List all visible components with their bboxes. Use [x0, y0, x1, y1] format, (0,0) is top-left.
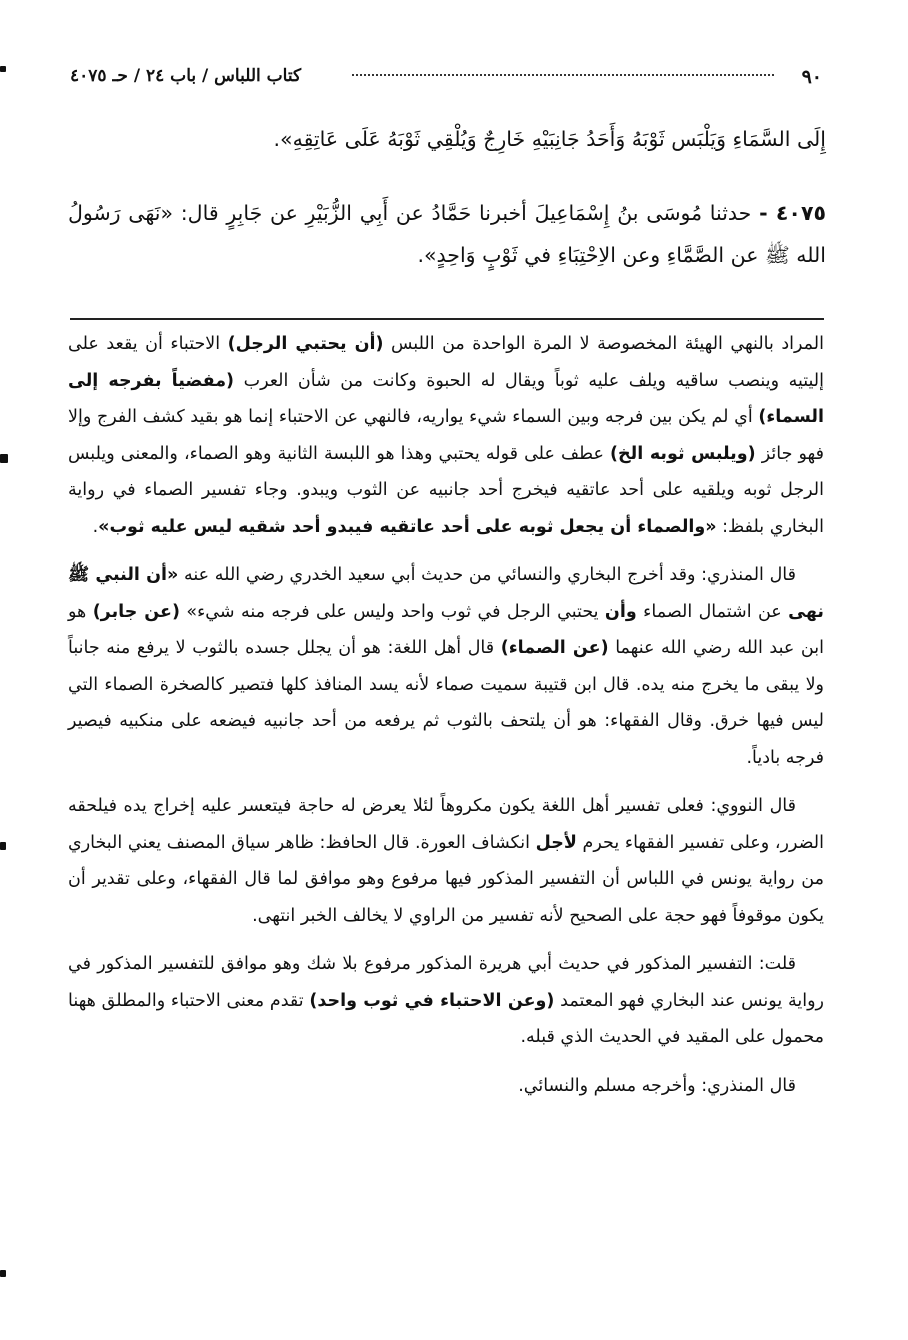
commentary-paragraph [68, 557, 824, 776]
quoted-phrase: لأجل [535, 832, 577, 853]
hadith-continuation: إِلَى السَّمَاءِ وَيَلْبَس ثَوْبَهُ وَأَحَدُ جَانِبَيْهِ خَارِجٌ وَيُلْقِي ثَوْبَهُ عَلَى عَاتِقِهِ». [273, 127, 826, 151]
quoted-phrase: (مفضياً بفرجه إلى السماء) [68, 370, 824, 427]
commentary-paragraph [68, 946, 824, 1056]
commentary-text: تقدم معنى الاحتباء والمطلق ههنا محمول على المقيد في الحديث الذي قبله. [68, 990, 824, 1047]
hadith-number: ٤٠٧٥ - [759, 201, 826, 225]
commentary-text: أي لم يكن بين فرجه وبين السماء شيء يواريه، فالنهي عن الاحتباء إنما هو بقيد كشف الفرج وإلا فهو جائز [68, 407, 824, 464]
quoted-phrase: (عن الصماء) [500, 638, 609, 658]
running-title: كتاب اللباس / باب ٢٤ / حـ ٤٠٧٥ [70, 66, 302, 86]
quoted-phrase: «أن النبي ﷺ نهى [68, 565, 824, 622]
commentary-text: قال المنذري: وقد أخرج البخاري والنسائي من حديث أبي سعيد الخدري رضي الله عنه [184, 565, 796, 585]
quoted-phrase: (أن يحتبي الرجل) [227, 334, 384, 354]
page-header [70, 62, 822, 94]
commentary [68, 326, 824, 1116]
page-number: ٩٠ [801, 66, 822, 88]
commentary-text: انكشاف العورة. قال الحافظ: ظاهر سياق المصنف يعني البخاري من رواية يونس في اللباس أن التفسير المذكور فيها مرفوع وهو موافق لما قال الفقهاء، وعلى تقدير أن يكون موقوفاً فهو حجة على الصحيح لأنه تفسير من الراوي لا يخالف الخبر انتهى. [68, 832, 824, 926]
commentary-paragraph [68, 326, 824, 545]
commentary-text: المراد بالنهي الهيئة المخصوصة لا المرة الواحدة من اللبس [391, 334, 824, 354]
commentary-text: قلت: التفسير المذكور في حديث أبي هريرة المذكور مرفوع بلا شك وهو موافق للتفسير المذكور في رواية يونس عند البخاري فهو المعتمد [68, 954, 824, 1011]
header-leader-dots [352, 74, 774, 76]
scan-edge-mark [0, 454, 8, 463]
scan-edge-mark [0, 1270, 6, 1277]
scan-edge-mark [0, 66, 6, 72]
commentary-paragraph: قال المنذري: وأخرجه مسلم والنسائي. [518, 1075, 796, 1096]
quoted-phrase: (ويلبس ثوبه الخ) [610, 443, 756, 464]
commentary-text: يحتبي الرجل في ثوب واحد وليس على فرجه منه شيء» [186, 601, 599, 622]
hadith-4075 [68, 192, 826, 276]
commentary-text: عطف على قوله يحتبي وهذا هو اللبسة الثانية وهو الصماء، والمعنى ويلبس الرجل ثوبه ويلقيه على أحد عاتقيه فيخرج أحد جانبيه عن الثوب ويبدو. وجاء تفسير الصماء في رواية البخاري بلفظ: [68, 443, 824, 537]
quoted-phrase: (وعن الاحتباء في ثوب واحد) [309, 990, 555, 1011]
commentary-text: قال النووي: فعلى تفسير أهل اللغة يكون مكروهاً لئلا يعرض له حاجة فيتعسر عليه إخراج يده فيلحقه الضرر، وعلى تفسير الفقهاء يحرم [68, 796, 824, 853]
footnote-divider [70, 318, 824, 320]
scan-edge-mark [0, 842, 6, 850]
commentary-paragraph [68, 788, 824, 934]
quoted-phrase: «والصماء أن يجعل ثوبه على أحد عاتقيه فيبدو أحد شقيه ليس عليه ثوب» [98, 516, 717, 537]
commentary-text: الاحتباء أن يقعد على إليتيه وينصب ساقيه ويلف عليه ثوباً ويقال له الحبوة وكانت من شأن العرب [68, 334, 824, 391]
hadith-text: حدثنا مُوسَى بنُ إِسْمَاعِيلَ أخبرنا حَمَّادُ عن أَبِي الزُّبَيْرِ عن جَابِرٍ قال: «نَهَى رَسُولُ الله ﷺ عن الصَّمَّاءِ وعن الاِحْتِبَاءِ في ثَوْبٍ وَاحِدٍ». [68, 201, 826, 267]
commentary-text: قال أهل اللغة: هو أن يجلل جسده بالثوب لا يرفع منه جانباً ولا يبقى ما يخرج منه يده. قال ابن قتيبة سميت صماء لأنه يسد المنافذ كلها فتصير كالصخرة الصماء التي ليس فيها خرق. وقال الفقهاء: هو أن يلتحف بالثوب ثم يرفعه من أحد جانبيه فيضعه على منكبيه فيصير فرجه بادياً. [68, 638, 824, 768]
commentary-text: هو ابن عبد الله رضي الله عنهما [68, 601, 824, 658]
commentary-text: عن اشتمال الصماء [643, 601, 782, 622]
quoted-phrase: (عن جابر) [92, 601, 180, 622]
commentary-text: . [92, 516, 99, 537]
quoted-phrase: وأن [604, 601, 637, 622]
